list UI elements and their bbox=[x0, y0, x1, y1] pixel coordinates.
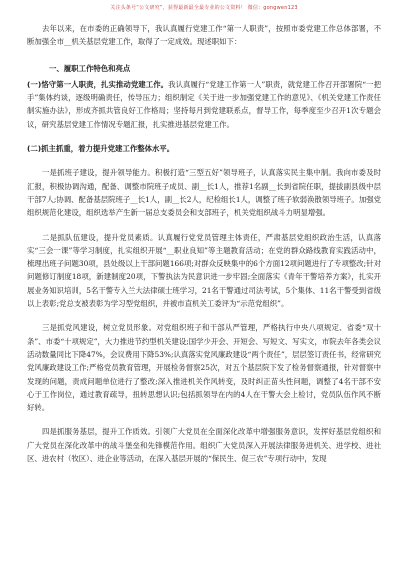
spacer bbox=[27, 220, 381, 231]
spacer bbox=[27, 414, 381, 425]
header-banner: 关注头条号“公文研究”，获得最新最全最专业的公文资料！ 微信：gongwen123 bbox=[110, 5, 298, 11]
paragraph-team: 二是抓队伍建设，提升党员素质。认真履行党党员管理主体责任，严肃基层党组织政治生活，认真落实“三会一课”等学习制度，扎实组织开展“__职业良知”等主题教育活动；在党的群众路线教育实践活动中，梳理出班子问题30项，县处级以上干部问题166项;对群众反映集中的6个方面12项问题进行了专项整改;针对问题修订制度18项，新建制度20项，下警执法为民意识进一步牢固;全面落实《青年干警培养方案》，扎实开展业务知识培训，5名干警专入兰大法律硕士班学习，21名干警通过司法考试，5个集体、11名干警受到省级以上表彰;党总支被表彰为学习型党组织，并被市直机关工委评为“示范党组织”。 bbox=[27, 232, 381, 309]
spacer bbox=[27, 310, 381, 321]
paragraph-conduct: 三是抓党风建设，树立党员形象。对党组织班子和干部从严管理，严格执行中央八项规定、省委“双十条”、市委“十项规定”，大力推进节约型机关建设;国学少开会、开短会、写短文、写实文，市院去年各类会议活动数量同比下降47%，会议费用下降53%;认真落实党风廉政建设“两个责任”，层层签订责任书，经常研究党风廉政建设工作;严格党员教育管理，开展检务督察25次，对五个基层院下发了检务督察通报，针对督察中发现的问题，责成问题单位进行了整改;深入推进机关作风转变，及时纠正苗头性问题，调整了4名干部不安心于工作岗位，通过教育疏导，扭转思想认识;包括抓领导在内的4人在干警大会上检讨，党员队伍作风不断好转。 bbox=[27, 323, 381, 413]
intro-paragraph: 去年以来，在市委的正确领导下，我认真履行党建工作“第一人职责”，按照市委党建工作总体部署，不断加强全市__机关基层党建工作，取得了一定成效。现述职如下： bbox=[27, 24, 381, 47]
spacer bbox=[27, 131, 381, 142]
subsection-1-body: 我认真履行“党建工作第一人”职责，就党建工作召开部署院“一把手”集体约谈，逐级明确责任，传导压力；组织制定《关于进一步加强党建工作的意见》、《机关党建工作责任制实施办法》，形成齐抓共管良好工作格局；坚持每月到党建联系点，督导工作，每季度至少召开1次专题会议，研究基层党建工作情况专题汇报，扎实推进基层党建工作。 bbox=[27, 79, 381, 129]
spacer bbox=[27, 49, 381, 60]
spacer bbox=[27, 155, 381, 166]
section-heading: 一、履职工作特色和亮点 bbox=[49, 63, 131, 73]
subsection-1 bbox=[27, 78, 381, 131]
paragraph-service: 四是抓服务基层，提升工作质效。引领广大党员在全面深化改革中增强服务意识，发挥好基层党组织和广大党员在深化改革中的战斗堡垒和先锋模范作用。组织广大党员深入开展法律服务进机关、进学校、进社区、进农村（牧区）、进企业等活动，在深入基层开展的“保民生、促三农”专项行动中，发现 bbox=[27, 427, 381, 464]
subsection-1-heading: (一)恪守第一人职责，扎实推动党建工作。 bbox=[27, 79, 169, 89]
subsection-2-heading: (二)抓主抓重，着力提升党建工作整体水平。 bbox=[27, 144, 175, 154]
paragraph-leadership: 一是抓班子建设，提升领导能力。积极打造“三型五好”领导班子，认真落实民主集中制。我向市委及时汇报，积极协调沟通，配备、调整市院班子成员、副__长1人，推荐1名副__长到省院任职，提拔副县级中层干部7人;协调、配备基层院班子__长1人，副__长2人，纪检组长1人，调整了班子软弱涣散领导班子。加强党组织规范化建设，组织选举产生新一届总支委员会和支部班子，机关党组织战斗力明显增强。 bbox=[27, 168, 381, 218]
